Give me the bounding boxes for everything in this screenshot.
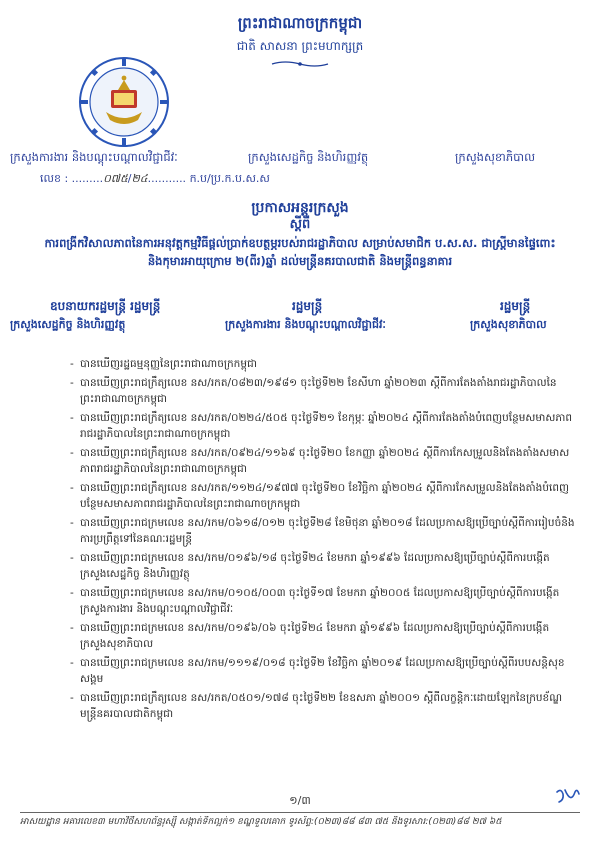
preamble-item: - បានឃើញព្រះរាជក្រមលេខ នស/រកម/០១០៥/០០៣ ចុះថ្ងៃទី១៧ ខែមករា ឆ្នាំ២០០៥ ដែលប្រកាសឱ្យប្រើច្បាប់ស្តីពីការបង្កើតក្រសួងការងារ និងបណ្តុះបណ្តាលវិជ្ជាជីវៈ <box>70 585 575 618</box>
reference-handwritten-number: ០៧៥ <box>103 172 128 185</box>
footer-divider <box>20 812 580 813</box>
preamble-item: - បានឃើញព្រះរាជក្រឹត្យលេខ នស/រកត/០៥០១/១៧៨ ចុះថ្ងៃទី២២ ខែឧសភា ឆ្នាំ២០០១ ស្តីពីលក្ខន្តិកៈដោយឡែកនៃក្របខ័ណ្ឌមន្ត្រីនគរបាលជាតិកម្ពុជា <box>70 690 575 723</box>
reference-number: លេខ : .........០៧៥/២៤........... ក.ប/ប្រ.ក.ប.ស.ស <box>40 172 270 185</box>
signatory-economy-ministry: ក្រសួងសេដ្ឋកិច្ច និងហិរញ្ញវត្ថុ <box>10 318 126 331</box>
preamble-item: - បានឃើញព្រះរាជក្រឹត្យលេខ នស/រកត/០២២៤/៥០៥ ចុះថ្ងៃទី២១ ខែកុម្ភៈ ឆ្នាំ២០២៤ ស្តីពីការតែងតាំងបំពេញបន្ថែមសមាសភាពរាជរដ្ឋាភិបាលនៃព្រះរាជាណាចក្រកម្ពុជា <box>70 410 575 443</box>
preamble-item: - បានឃើញព្រះរាជក្រមលេខ នស/រកម/០៦១៨/០១២ ចុះថ្ងៃទី២៨ ខែមិថុនា ឆ្នាំ២០១៨ ដែលប្រកាសឱ្យប្រើច្បាប់ស្តីពីការរៀបចំនិងការប្រព្រឹត្តទៅនៃគណៈរដ្ឋមន្ត្រី <box>70 515 575 548</box>
issuer-economy-ministry: ក្រសួងសេដ្ឋកិច្ច និងហិរញ្ញវត្ថុ <box>248 150 369 164</box>
handwritten-initials-icon <box>555 786 581 806</box>
preamble-item: - បានឃើញព្រះរាជក្រឹត្យលេខ នស/រកត/០៩២៤/១១៦៩ ចុះថ្ងៃទី២០ ខែកញ្ញា ឆ្នាំ២០២៤ ស្តីពីការកែសម្រួលនិងតែងតាំងសមាសភាពរាជរដ្ឋាភិបាលនៃព្រះរាជាណាចក្រកម្ពុជា <box>70 445 575 478</box>
minister-titles-row <box>10 298 590 318</box>
preamble-item: - បានឃើញព្រះរាជក្រឹត្យលេខ នស/រកត/១១២៤/១៩៧៧ ចុះថ្ងៃទី២០ ខែវិច្ឆិកា ឆ្នាំ២០២៤ ស្តីពីការកែសម្រួលនិងតែងតាំងបំពេញបន្ថែមសមាសភាពរាជរដ្ឋាភិបាលនៃព្រះរាជាណាចក្រកម្ពុជា <box>70 480 575 513</box>
kingdom-heading: ព្រះរាជាណាចក្រកម្ពុជា <box>237 14 363 32</box>
document-type-title: ប្រកាសអន្តរក្រសួង <box>251 200 349 216</box>
issuer-labour-ministry: ក្រសួងការងារ និងបណ្តុះបណ្តាលវិជ្ជាជីវៈ <box>10 150 178 164</box>
ornament-divider-icon <box>270 60 330 68</box>
reference-code: ក.ប/ប្រ.ក.ប.ស.ស <box>189 172 270 185</box>
preamble-item: - បានឃើញរដ្ឋធម្មនុញ្ញនៃព្រះរាជាណាចក្រកម្ពុជា <box>70 356 575 373</box>
issuer-health-ministry: ក្រសួងសុខាភិបាល <box>455 150 536 164</box>
footer-address: អាសយដ្ឋាន អគារលេខ៣ មហាវិថីសហព័ន្ធរុស្ស៊ី សង្កាត់ទឹកល្អក់១ ខណ្ឌទួលគោក ទូរស័ព្ទ:(០២៣)៨៨ ៨៣ ៧៥ និងទូរសារ:(០២៣)៨៨ ២៧ ៦៥ <box>20 817 502 827</box>
ministry-seal-icon <box>78 56 170 148</box>
deputy-pm-title: ឧបនាយករដ្ឋមន្ត្រី រដ្ឋមន្ត្រី <box>50 299 161 313</box>
signatory-health-ministry: ក្រសួងសុខាភិបាល <box>470 318 547 331</box>
issuing-ministries-header <box>10 150 590 172</box>
page-number: ១/៣ <box>289 794 311 807</box>
preamble-item: - បានឃើញព្រះរាជក្រមលេខ នស/រកម/១១១៩/០១៨ ចុះថ្ងៃទី២ ខែវិច្ឆិកា ឆ្នាំ២០១៩ ដែលប្រកាសឱ្យប្រើច្បាប់ស្តីពីរបបសន្តិសុខសង្គម <box>70 655 575 688</box>
preamble-list <box>70 356 575 725</box>
national-motto: ជាតិ សាសនា ព្រះមហាក្សត្រ <box>236 39 364 53</box>
signatory-labour-ministry: ក្រសួងការងារ និងបណ្តុះបណ្តាលវិជ្ជាជីវៈ <box>225 318 386 331</box>
preamble-item: - បានឃើញព្រះរាជក្រឹត្យលេខ នស/រកត/០៨២៣/១៩៨១ ចុះថ្ងៃទី២២ ខែសីហា ឆ្នាំ២០២៣ ស្តីពីការតែងតាំងរាជរដ្ឋាភិបាលនៃព្រះរាជាណាចក្រកម្ពុជា <box>70 375 575 408</box>
minister-ministries-row <box>10 318 590 340</box>
preamble-item: - បានឃើញព្រះរាជក្រមលេខ នស/រកម/០១៩៦/១៨ ចុះថ្ងៃទី២៤ ខែមករា ឆ្នាំ១៩៩៦ ដែលប្រកាសឱ្យប្រើច្បាប់ស្តីពីការបង្កើតក្រសួងសេដ្ឋកិច្ច និងហិរញ្ញវត្ថុ <box>70 550 575 583</box>
reference-label: លេខ : <box>40 172 69 185</box>
about-label: ស្តីពី <box>289 217 311 232</box>
reference-handwritten-year: ២៤ <box>131 172 148 185</box>
minister-title-labour: រដ្ឋមន្ត្រី <box>292 299 323 313</box>
minister-title-health: រដ្ឋមន្ត្រី <box>500 299 531 313</box>
preamble-item: - បានឃើញព្រះរាជក្រមលេខ នស/រកម/០១៩៦/០៦ ចុះថ្ងៃទី២៤ ខែមករា ឆ្នាំ១៩៩៦ ដែលប្រកាសឱ្យប្រើច្បាប់ស្តីពីការបង្កើតក្រសួងសុខាភិបាល <box>70 620 575 653</box>
document-subject: ការពង្រីកវិសាលភាពនៃការអនុវត្តកម្មវិធីផ្តល់ប្រាក់ឧបត្ថម្ភរបស់រាជរដ្ឋាភិបាល សម្រាប់សមាជិក ប.ស.ស. ជាស្ត្រីមានផ្ទៃពោះ និងកុមារអាយុក្រោម ២(ពីរ)ឆ្នាំ ដល់មន្ត្រីនគរបាលជាតិ និងមន្ត្រីពន្ធនាគារ <box>44 236 556 268</box>
